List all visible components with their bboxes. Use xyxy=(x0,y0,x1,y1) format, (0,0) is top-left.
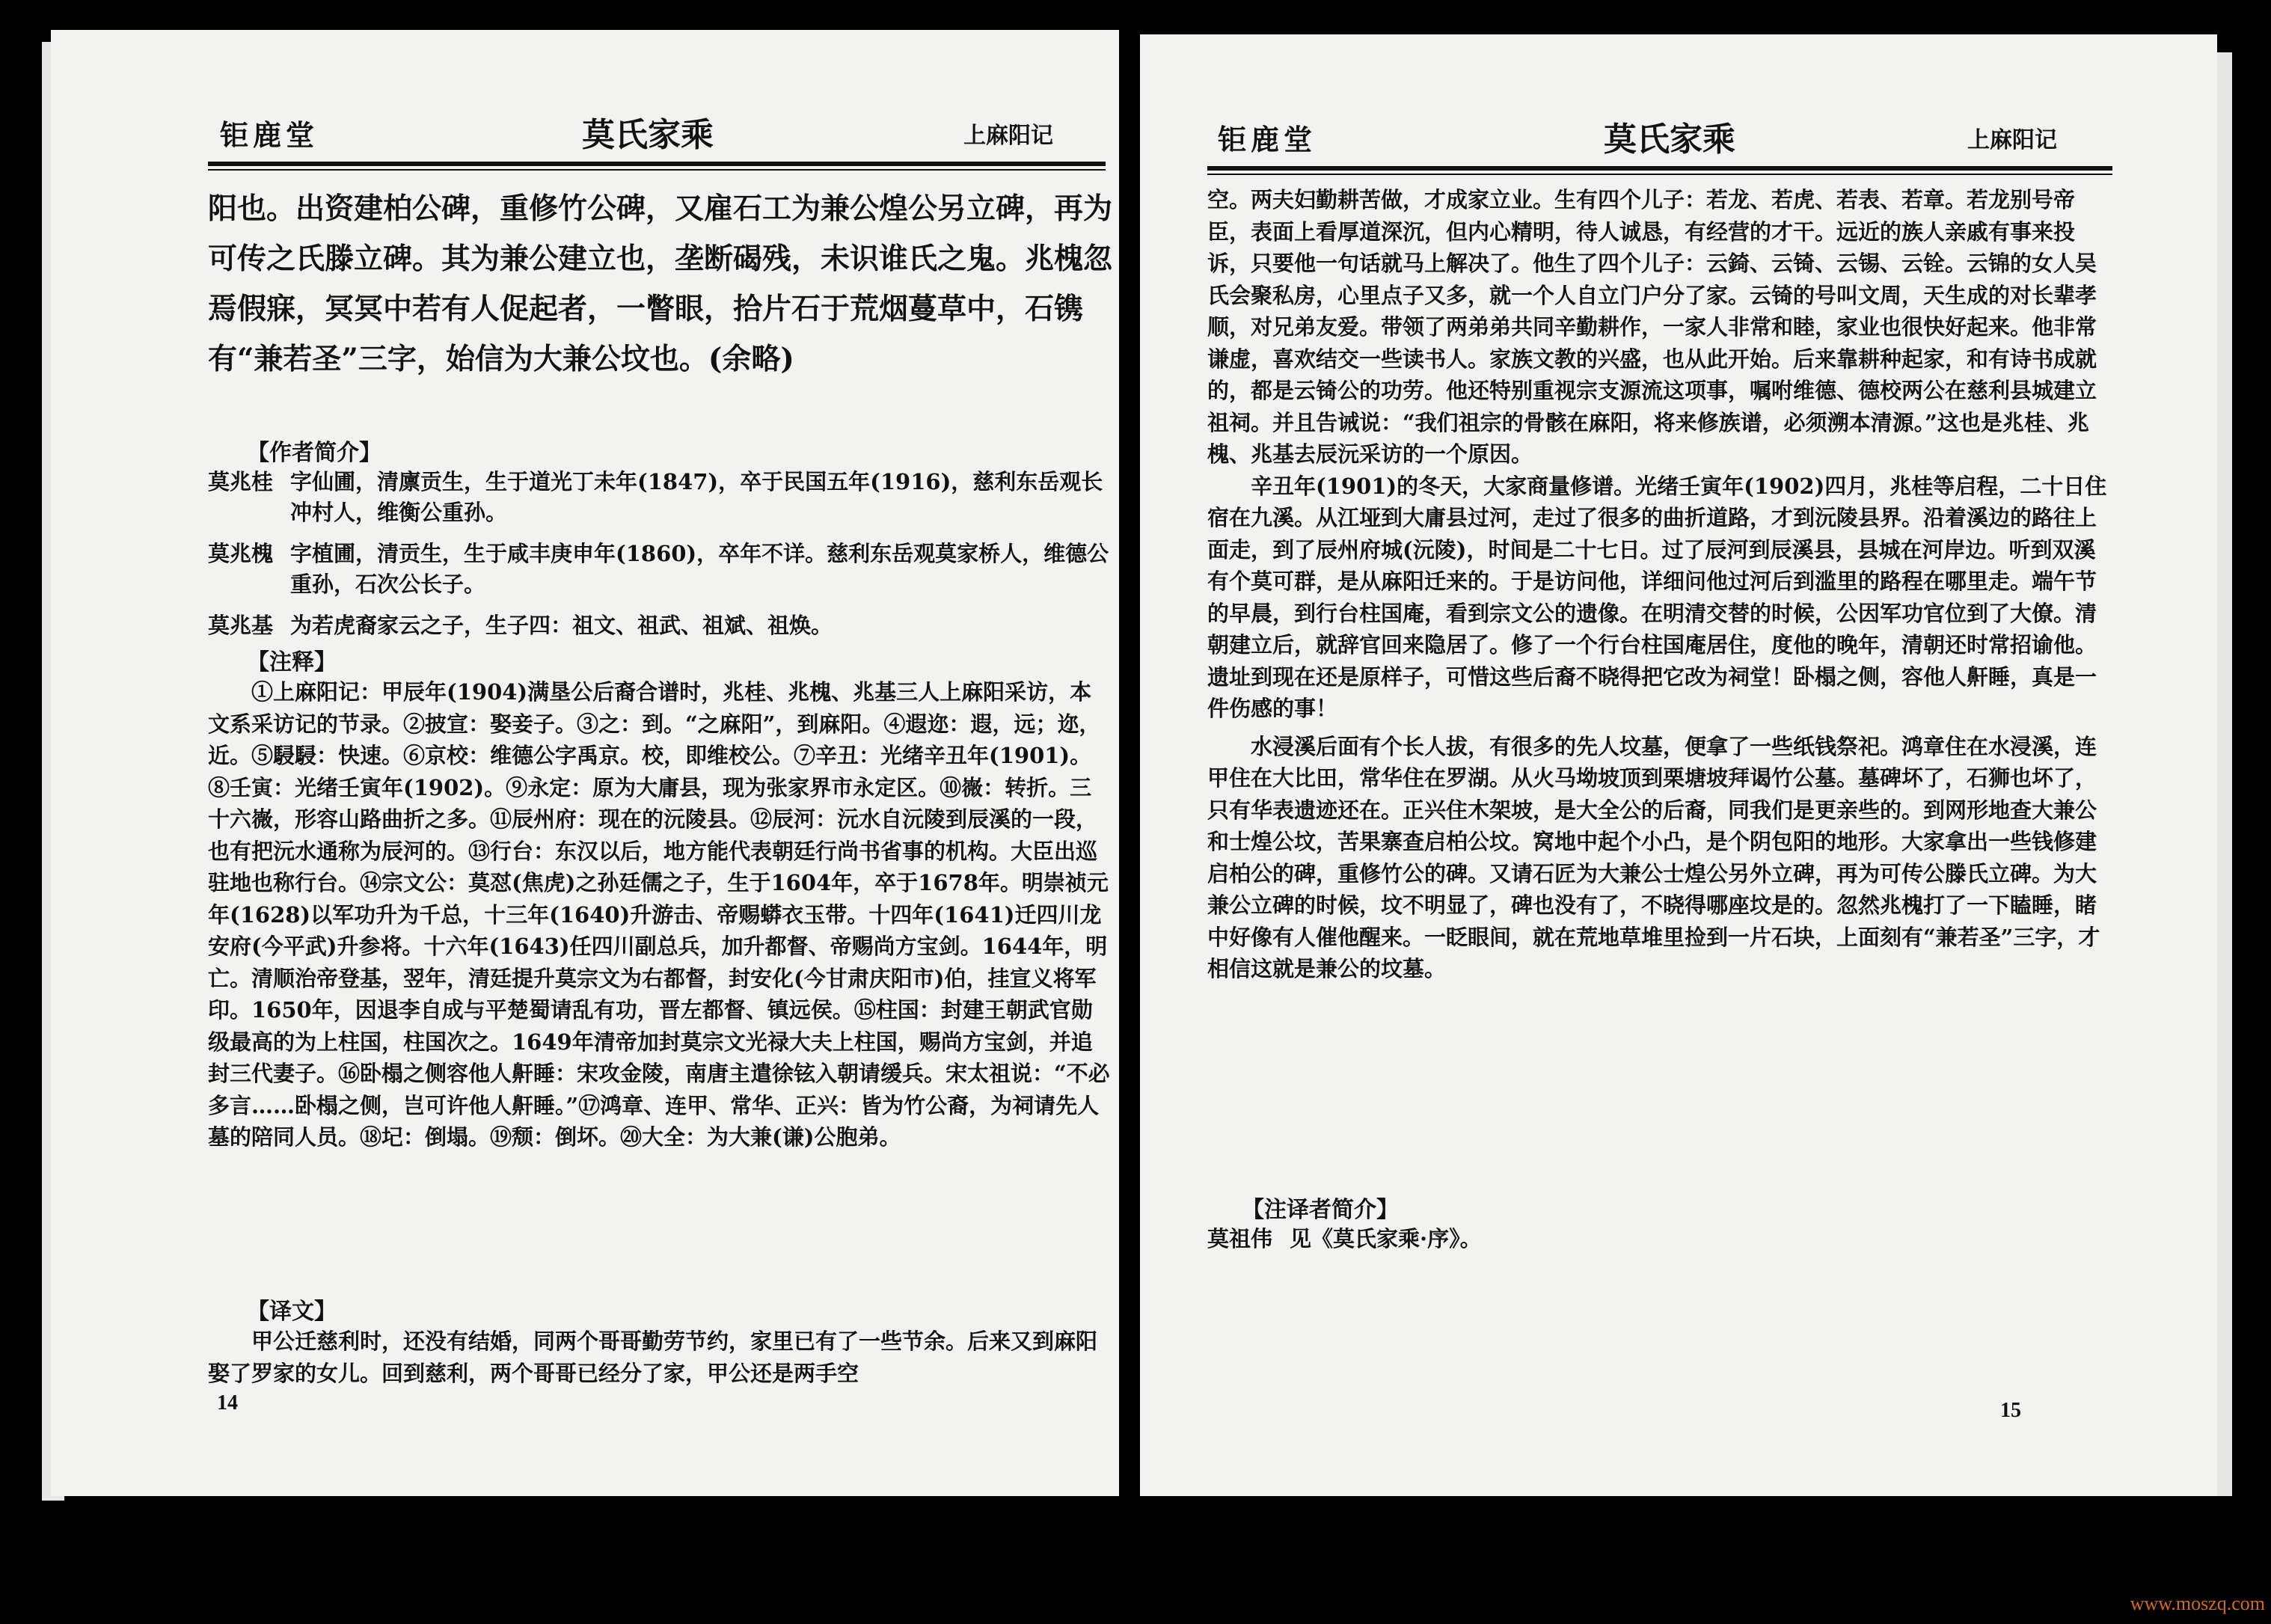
author-entry xyxy=(208,539,1113,600)
author-entry xyxy=(208,610,1113,641)
author-name: 莫兆基 xyxy=(208,613,274,638)
author-name: 莫兆槐 xyxy=(208,541,274,566)
author-bio: 为若虎裔家云之子，生子四：祖文、祖武、祖斌、祖焕。 xyxy=(290,613,833,638)
annotator-heading: 【注译者简介】 xyxy=(1242,1197,1399,1223)
right-page xyxy=(1140,34,2217,1496)
annotator-name: 莫祖伟 xyxy=(1207,1226,1273,1251)
header-rule-thin xyxy=(208,169,1106,171)
header-chapter-title: 上麻阳记 xyxy=(963,123,1053,149)
author-bio: 字仙圃，清廪贡生，生于道光丁未年(1847)，卒于民国五年(1916)，慈利东岳观长冲村人，维衡公重孙。 xyxy=(290,469,1103,525)
author-entry xyxy=(208,467,1113,528)
author-list xyxy=(208,467,1113,641)
page-number: 15 xyxy=(2000,1399,2021,1422)
translation-paragraph: 空。两夫妇勤耕苦做，才成家立业。生有四个儿子：若龙、若虎、若表、若章。若龙别号帝臣，表面上看厚道深沉，但内心精明，待人诚恳，有经营的才干。远近的族人亲戚有事来投诉，只要他一句话就马上解决了。他生了四个儿子：云錡、云锜、云锡、云铨。云锦的女人吴氏会聚私房，心里点子又多，就一个人自立门户分了家。云锜的号叫文周，天生成的对长辈孝顺，对兄弟友爱。带领了两弟弟共同辛勤耕作，一家人非常和睦，家业也很快好起来。他非常谦虚，喜欢结交一些读书人。家族文教的兴盛，也从此开始。后来靠耕种起家，和有诗书成就的，都是云锜公的功劳。他还特别重视宗支源流这项事，嘱咐维德、德校两公在慈利县城建立祖祠。并且告诫说：“我们祖宗的骨骸在麻阳，将来修族谱，必须溯本清源。”这也是兆桂、兆槐、兆基去辰沅采访的一个原因。 xyxy=(1207,187,2097,467)
header-chapter-title: 上麻阳记 xyxy=(1967,127,2057,153)
page-number: 14 xyxy=(217,1391,238,1415)
site-watermark: www.moszq.com xyxy=(2130,1593,2265,1614)
original-text-paragraph: 阳也。出资建柏公碑，重修竹公碑，又雇石工为兼公煌公另立碑，再为可传之氏滕立碑。其为兼公建立也，垄断碣残，未识谁氏之鬼。兆槐忽焉假寐，冥冥中若有人促起者，一瞥眼，拾片石于荒烟蔓草中，石镌有“兼若圣”三字，始信为大兼公坟也。(余略) xyxy=(208,191,1113,376)
header-rule xyxy=(1207,166,2112,171)
notes-heading: 【注释】 xyxy=(247,649,337,675)
header-hall-name: 钜鹿堂 xyxy=(220,118,319,152)
header-book-title: 莫氏家乘 xyxy=(1604,120,1735,159)
annotator-bio: 见《莫氏家乘·序》。 xyxy=(1290,1226,1482,1251)
translation-block xyxy=(208,1326,1113,1389)
translation-text: 甲公迁慈利时，还没有结婚，同两个哥哥勤劳节约，家里已有了一些节余。后来又到麻阳娶了罗家的女儿。回到慈利，两个哥哥已经分了家，甲公还是两手空 xyxy=(208,1329,1098,1386)
translation-paragraph: 辛丑年(1901)的冬天，大家商量修谱。光绪壬寅年(1902)四月，兆桂等启程，二十日住宿在九溪。从江垭到大庸县过河，走过了很多的曲折道路，才到沅陵县界。沿着溪边的路往上面走，到了辰州府城(沅陵)，时间是二十七日。过了辰河到辰溪县，县城在河岸边。听到双溪有个莫可群，是从麻阳迁来的。于是访问他，详细问他过河后到滥里的路程在哪里走。端午节的早晨，到行台柱国庵，看到宗文公的遗像。在明清交替的时候，公因军功官位到了大僚。清朝建立后，就辞官回来隐居了。修了一个行台柱国庵居住，度他的晚年，清朝还时常招谕他。遗址到现在还是原样子，可惜这些后裔不晓得把它改为祠堂！卧榻之侧，容他人鼾睡，真是一件伤感的事！ xyxy=(1207,473,2107,721)
header-book-title: 莫氏家乘 xyxy=(582,116,714,154)
translation-paragraph: 水浸溪后面有个长人拔，有很多的先人坟墓，便拿了一些纸钱祭祀。鸿章住在水浸溪，连甲住在大比田，常华住在罗湖。从火马坳坡顶到栗塘坡拜谒竹公墓。墓碑坏了，石狮也坏了，只有华表遗迹还在。正兴住木架坡，是大全公的后裔，同我们是更亲些的。到网形地查大兼公和士煌公坟，苦果寨查启柏公坟。窝地中起个小凸，是个阴包阳的地形。大家拿出一些钱修建启柏公的碑，重修竹公的碑。又请石匠为大兼公士煌公另外立碑，再为可传公滕氏立碑。为大兼公立碑的时候，坟不明显了，碑也没有了，不晓得哪座坟是的。忽然兆槐打了一下瞌睡，睹中好像有人催他醒来。一眨眼间，就在荒地草堆里捡到一片石块，上面刻有“兼若圣”三字，才相信这就是兼公的坟墓。 xyxy=(1207,733,2100,981)
annotator-entry xyxy=(1207,1224,2112,1254)
left-page xyxy=(51,30,1119,1496)
header-rule-thin xyxy=(1207,174,2112,175)
notes-text: ①上麻阳记：甲辰年(1904)满垦公后裔合谱时，兆桂、兆槐、兆基三人上麻阳采访，本文系采访记的节录。②披宣：娶妾子。③之：到。“之麻阳”，到麻阳。④遐迩：遐，远；迩，近。⑤駸駸：快速。⑥京校：维德公字禹京。校，即维校公。⑦辛丑：光绪辛丑年(1901)。⑧壬寅：光绪壬寅年(1902)。⑨永定：原为大庸县，现为张家界市永定区。⑩嶶：转折。三十六嶶，形容山路曲折之多。⑪辰州府：现在的沅陵县。⑫辰河：沅水自沅陵到辰溪的一段，也有把沅水通称为辰河的。⑬行台：东汉以后，地方能代表朝廷行尚书省事的机构。大臣出巡驻地也称行台。⑭宗文公：莫怼(焦虎)之孙廷儒之子，生于1604年，卒于1678年。明崇祯元年(1628)以军功升为千总，十三年(1640)升游击、帝赐蟒衣玉带。十四年(1641)迁四川龙安府(今平武)升参将。十六年(1643)任四川副总兵，加升都督、帝赐尚方宝剑。1644年，明亡。清顺治帝登基，翌年，清廷提升莫宗文为右都督，封安化(今甘肃庆阳市)伯，挂宣义将军印。1650年，因退李自成与平楚蜀请乱有功，晋左都督、镇远侯。⑮柱国：封建王朝武官勋级最高的为上柱国，柱国次之。1649年清帝加封莫宗文光禄大夫上柱国，赐尚方宝剑，并追封三代妻子。⑯卧榻之侧容他人鼾睡：宋攻金陵，南唐主遣徐铉入朝请缓兵。宋太祖说：“不必多言……卧榻之侧，岂可许他人鼾睡。”⑰鸿章、连甲、常华、正兴：皆为竹公裔，为祠请先人墓的陪同人员。⑱圮：倒塌。⑲颓：倒坏。⑳大全：为大兼(谦)公胞弟。 xyxy=(208,679,1110,1150)
notes-block xyxy=(208,676,1113,1153)
author-heading: 【作者简介】 xyxy=(247,440,381,466)
author-name: 莫兆桂 xyxy=(208,469,274,494)
translation-continued xyxy=(1207,184,2112,985)
header-rule xyxy=(208,162,1106,166)
header-hall-name: 钜鹿堂 xyxy=(1218,123,1317,156)
translation-heading: 【译文】 xyxy=(247,1299,337,1325)
left-intro-text xyxy=(208,184,1113,384)
author-bio: 字植圃，清贡生，生于咸丰庚申年(1860)，卒年不详。慈利东岳观莫家桥人，维德公重孙，石次公长子。 xyxy=(290,541,1109,597)
